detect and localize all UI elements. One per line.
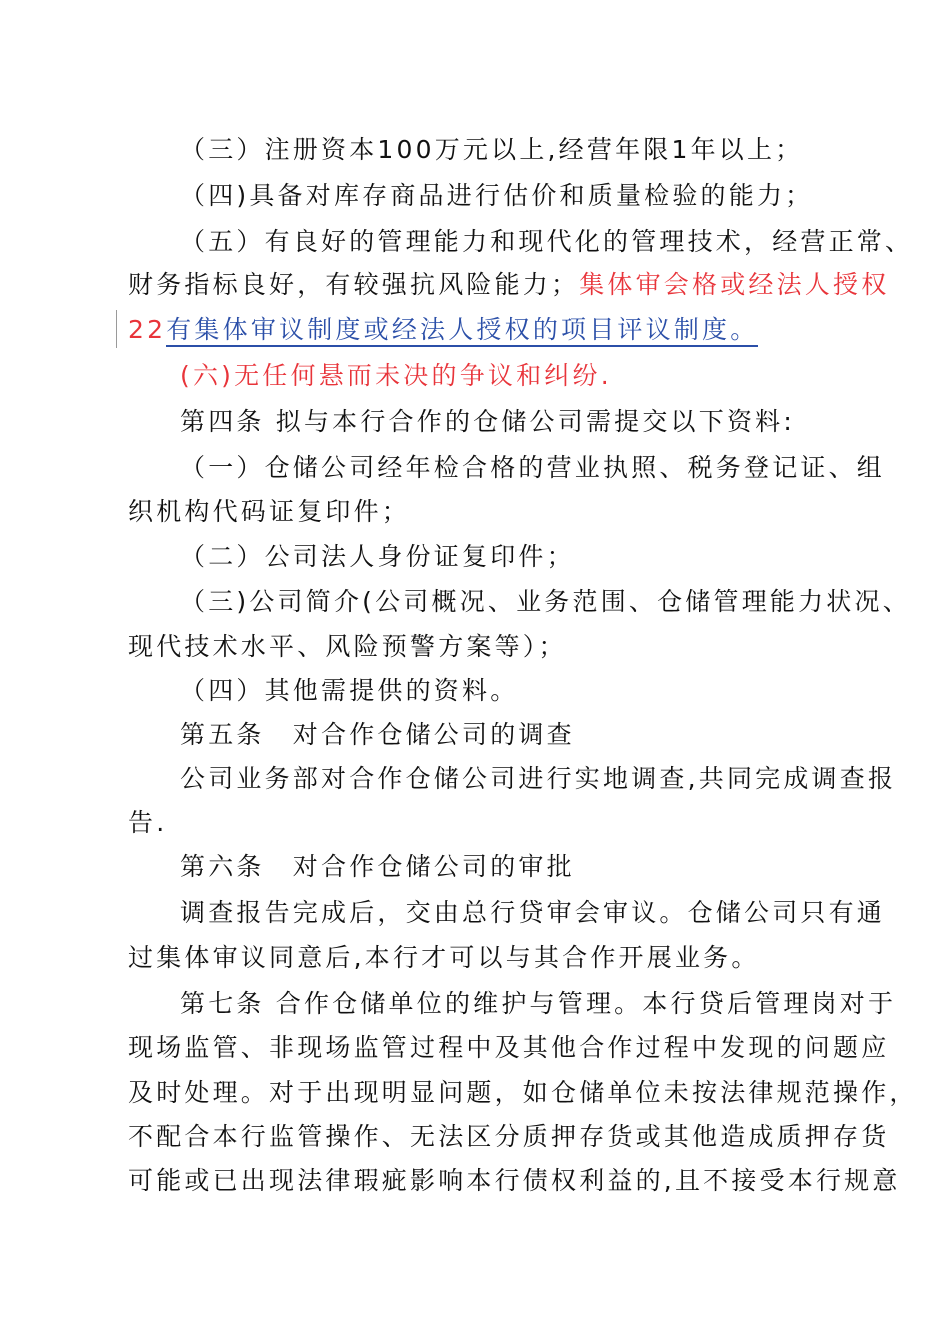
- paragraph-financial-indicators: [128, 268, 889, 302]
- paragraph-valuation-ability: （四)具备对库存商品进行估价和质量检验的能力；: [180, 181, 814, 210]
- article-6-heading: 第六条 对合作仓储公司的审批: [180, 852, 575, 881]
- financial-indicators-text: 财务指标良好，有较强抗风险能力；: [128, 270, 580, 299]
- article-7-line-3: 及时处理。对于出现明显问题，如仓储单位未按法律规范操作，: [128, 1078, 918, 1107]
- revision-underlined-text[interactable]: 有集体审议制度或经法人授权的项目评议制度。: [166, 315, 758, 347]
- article-6-body-cont: 过集体审议同意后,本行才可以与其合作开展业务。: [128, 943, 760, 972]
- article-4-item-1-cont: 织机构代码证复印件；: [128, 497, 411, 526]
- paragraph-no-disputes: (六)无任何悬而未决的争议和纠纷.: [180, 361, 612, 390]
- article-6-body: 调查报告完成后，交由总行贷审会审议。仓储公司只有通: [180, 898, 886, 927]
- article-5-body: 公司业务部对合作仓储公司进行实地调查,共同完成调查报: [180, 764, 897, 793]
- article-4-heading: 第四条 拟与本行合作的仓储公司需提交以下资料:: [180, 407, 795, 436]
- article-4-item-1: （一）仓储公司经年检合格的营业执照、税务登记证、组: [180, 453, 886, 482]
- article-4-item-3: （三)公司简介(公司概况、业务范围、仓储管理能力状况、: [180, 587, 911, 616]
- paragraph-management-ability: （五）有良好的管理能力和现代化的管理技术，经营正常、: [180, 227, 914, 256]
- revision-number: 22: [128, 315, 167, 344]
- article-4-item-2: （二）公司法人身份证复印件；: [180, 542, 575, 571]
- article-7-line-4: 不配合本行监管操作、无法区分质押存货或其他造成质押存货: [128, 1122, 890, 1151]
- article-5-body-cont: 告.: [128, 808, 168, 837]
- article-7-line-2: 现场监管、非现场监管过程中及其他合作过程中发现的问题应: [128, 1033, 890, 1062]
- article-7-line-5: 可能或已出现法律瑕疵影响本行债权利益的,且不接受本行规意: [128, 1166, 901, 1195]
- article-7-heading: 第七条 合作仓储单位的维护与管理。本行贷后管理岗对于: [180, 989, 897, 1018]
- revision-comment-line: [128, 313, 758, 347]
- revision-change-bar: [116, 310, 117, 348]
- article-4-item-4: （四）其他需提供的资料。: [180, 676, 519, 705]
- revision-inserted-text: 集体审会格或经法人授权: [579, 270, 890, 299]
- article-5-heading: 第五条 对合作仓储公司的调查: [180, 720, 575, 749]
- article-4-item-3-cont: 现代技术水平、风险预警方案等）；: [128, 632, 567, 661]
- paragraph-registered-capital: （三）注册资本100万元以上,经营年限1年以上；: [180, 135, 804, 164]
